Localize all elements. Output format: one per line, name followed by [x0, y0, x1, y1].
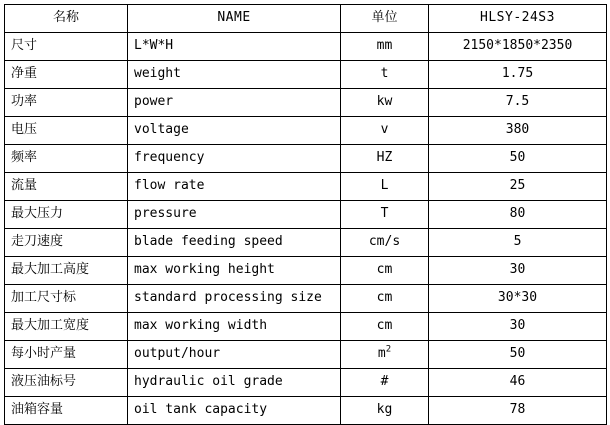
cell-unit: HZ	[341, 145, 429, 173]
cell-name-cn: 走刀速度	[5, 229, 128, 257]
cell-unit: T	[341, 201, 429, 229]
cell-value: 50	[429, 341, 607, 369]
cell-name-cn: 频率	[5, 145, 128, 173]
column-header-name-en: NAME	[128, 5, 341, 33]
cell-name-cn: 尺寸	[5, 33, 128, 61]
cell-name-en: blade feeding speed	[128, 229, 341, 257]
cell-name-en: frequency	[128, 145, 341, 173]
table-row	[5, 61, 607, 89]
cell-unit: kw	[341, 89, 429, 117]
table-row	[5, 117, 607, 145]
cell-unit: cm	[341, 313, 429, 341]
cell-name-cn: 每小时产量	[5, 341, 128, 369]
cell-value: 1.75	[429, 61, 607, 89]
cell-name-cn: 最大加工高度	[5, 257, 128, 285]
table-row	[5, 397, 607, 425]
table-row	[5, 145, 607, 173]
cell-name-en: max working width	[128, 313, 341, 341]
table-header-row	[5, 5, 607, 33]
cell-name-en: voltage	[128, 117, 341, 145]
column-header-model: HLSY-24S3	[429, 5, 607, 33]
cell-value: 30	[429, 257, 607, 285]
cell-name-en: weight	[128, 61, 341, 89]
cell-name-en: oil tank capacity	[128, 397, 341, 425]
table-body	[5, 33, 607, 425]
specification-table	[4, 4, 607, 425]
cell-unit: $m^2$	[341, 341, 429, 369]
unit-superscript: 2	[385, 345, 392, 356]
cell-unit: v	[341, 117, 429, 145]
cell-name-cn: 电压	[5, 117, 128, 145]
cell-unit: t	[341, 61, 429, 89]
cell-name-cn: 流量	[5, 173, 128, 201]
cell-unit: #	[341, 369, 429, 397]
cell-value: 380	[429, 117, 607, 145]
cell-name-cn: 最大加工宽度	[5, 313, 128, 341]
cell-name-en: output/hour	[128, 341, 341, 369]
cell-name-cn: 加工尺寸标	[5, 285, 128, 313]
cell-unit: cm	[341, 257, 429, 285]
cell-name-en: L*W*H	[128, 33, 341, 61]
table-row	[5, 285, 607, 313]
table-row	[5, 313, 607, 341]
table-row	[5, 173, 607, 201]
cell-value: 50	[429, 145, 607, 173]
cell-name-en: power	[128, 89, 341, 117]
cell-value: 25	[429, 173, 607, 201]
table-row	[5, 89, 607, 117]
cell-name-en: standard processing size	[128, 285, 341, 313]
cell-name-cn: 净重	[5, 61, 128, 89]
cell-unit: kg	[341, 397, 429, 425]
cell-name-cn: 功率	[5, 89, 128, 117]
table-row	[5, 229, 607, 257]
cell-name-en: flow rate	[128, 173, 341, 201]
cell-value: 2150*1850*2350	[429, 33, 607, 61]
cell-unit: L	[341, 173, 429, 201]
column-header-name-cn: 名称	[5, 5, 128, 33]
cell-name-en: hydraulic oil grade	[128, 369, 341, 397]
column-header-unit: 单位	[341, 5, 429, 33]
cell-value: 30	[429, 313, 607, 341]
cell-unit: mm	[341, 33, 429, 61]
cell-name-cn: 液压油标号	[5, 369, 128, 397]
cell-value: 30*30	[429, 285, 607, 313]
cell-value: 80	[429, 201, 607, 229]
table-header	[5, 5, 607, 33]
cell-value: 7.5	[429, 89, 607, 117]
table-row	[5, 201, 607, 229]
cell-name-en: pressure	[128, 201, 341, 229]
cell-unit: cm/s	[341, 229, 429, 257]
cell-name-cn: 油箱容量	[5, 397, 128, 425]
cell-value: 46	[429, 369, 607, 397]
cell-value: 78	[429, 397, 607, 425]
cell-name-en: max working height	[128, 257, 341, 285]
table-row	[5, 257, 607, 285]
cell-value: 5	[429, 229, 607, 257]
table-row	[5, 341, 607, 369]
table-row	[5, 33, 607, 61]
cell-unit: cm	[341, 285, 429, 313]
cell-name-cn: 最大压力	[5, 201, 128, 229]
table-row	[5, 369, 607, 397]
